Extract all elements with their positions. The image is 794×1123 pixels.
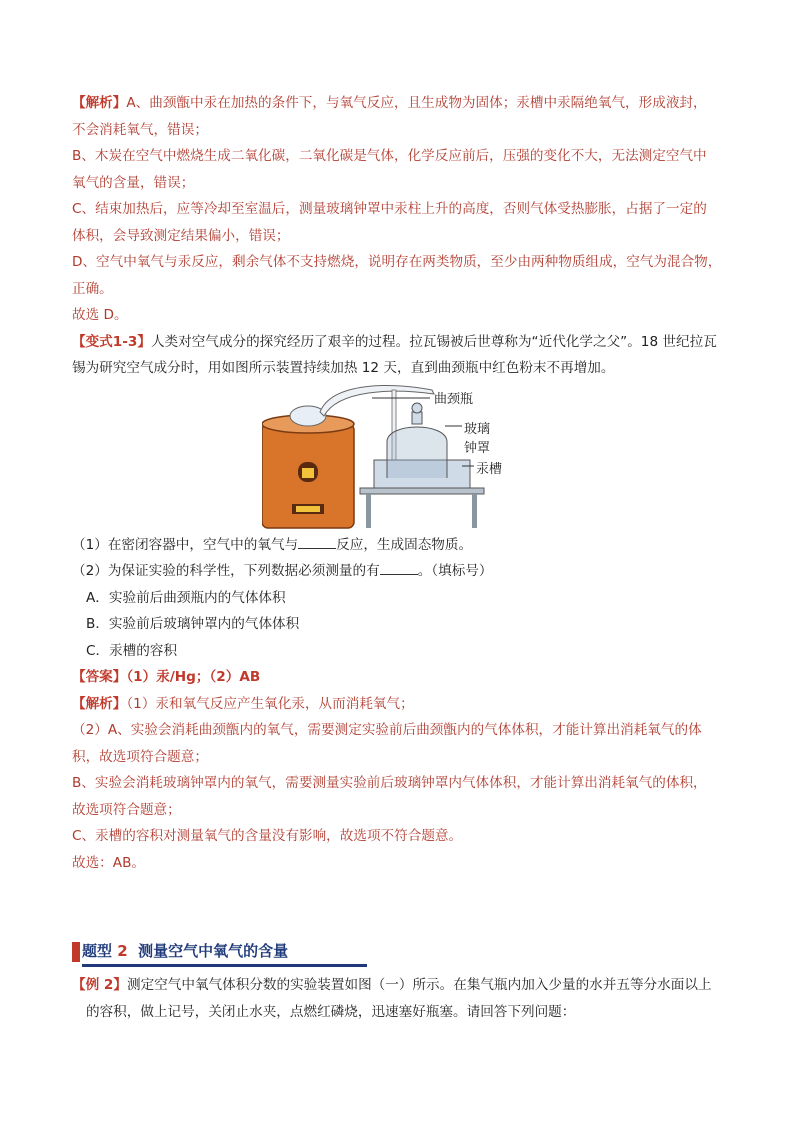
analysis-line: B、木炭在空气中燃烧生成二氧化碳，二氧化碳是气体，化学反应前后，压强的变化不大，无法测定空气中 xyxy=(72,148,707,164)
analysis-line: 氧气的含量，错误； xyxy=(72,174,195,191)
analysis-line: 正确。 xyxy=(72,280,113,297)
analysis-line: （2）A、实验会消耗曲颈甑内的氧气，需要测定实验前后曲颈甑内的气体体积，才能计算出消耗氧气的体 xyxy=(72,722,702,738)
analysis-line: 积，故选项符合题意； xyxy=(72,748,208,765)
section-title: 题型 2 测量空气中氧气的含量 xyxy=(82,942,289,960)
example-line: 【例 2】测定空气中氧气体积分数的实验装置如图（一）所示。在集气瓶内加入少量的水并五等分水面以上 xyxy=(72,977,712,993)
sub-question-1: （1）在密闭容器中，空气中的氧气与 反应，生成固态物质。 xyxy=(72,532,732,559)
analysis-text: A、曲颈甑中汞在加热的条件下，与氧气反应，且生成物为固体；汞槽中汞隔绝氧气，形成液封， xyxy=(126,95,707,111)
document-body xyxy=(72,90,732,876)
answer-blank xyxy=(380,560,418,575)
analysis-line: 不会消耗氧气，错误； xyxy=(72,121,208,138)
retort-label: 曲颈瓶 xyxy=(434,391,474,407)
analysis-line: 故选项符合题意； xyxy=(72,801,181,818)
analysis-conclusion: 故选：AB。 xyxy=(72,854,145,871)
trough-label: 汞槽 xyxy=(476,461,503,477)
example-question xyxy=(72,972,732,1025)
analysis-conclusion: 故选 D。 xyxy=(72,307,128,323)
answer-blank xyxy=(298,534,336,549)
answer-line xyxy=(72,664,732,691)
variant-question-line: 锡为研究空气成分时，用如图所示装置持续加热 12 天，直到曲颈瓶中红色粉末不再增加。 xyxy=(72,360,615,376)
option-c: C．汞槽的容积 xyxy=(86,642,178,659)
analysis-line xyxy=(72,90,732,117)
section-underline xyxy=(82,964,367,967)
option-b: B．实验前后玻璃钟罩内的气体体积 xyxy=(86,616,300,632)
section-marker xyxy=(72,942,80,962)
analysis-line: B、实验会消耗玻璃钟罩内的氧气，需要测量实验前后玻璃钟罩内气体体积，才能计算出消耗氧气的体积， xyxy=(72,775,707,791)
section-heading xyxy=(72,938,732,966)
analysis-tag: 【解析】 xyxy=(72,95,127,111)
option-a: A．实验前后曲颈瓶内的气体体积 xyxy=(86,589,286,606)
sub-question-2: （2）为保证实验的科学性，下列数据必须测量的有 。（填标号） xyxy=(72,558,732,585)
example-tag: 【例 2】 xyxy=(72,977,127,993)
answer-text: （1）汞/Hg；（2）AB xyxy=(126,669,261,685)
bell-jar-label: 玻璃钟罩 xyxy=(464,421,491,456)
analysis-line: 【解析】（1）汞和氧气反应产生氧化汞，从而消耗氧气； xyxy=(72,695,414,712)
variant-tag: 【变式1-3】 xyxy=(72,333,151,350)
answer-tag: 【答案】 xyxy=(72,669,127,685)
analysis-line: D、空气中氧气与汞反应，剩余气体不支持燃烧，说明存在两类物质，至少由两种物质组成，空气为混合物， xyxy=(72,254,722,270)
analysis-line: C、结束加热后，应等冷却至室温后，测量玻璃钟罩中汞柱上升的高度，否则气体受热膨胀，占据了一定的 xyxy=(72,201,707,217)
analysis-line: C、汞槽的容积对测量氧气的含量没有影响，故选项不符合题意。 xyxy=(72,828,463,844)
analysis-line: 体积，会导致测定结果偏小，错误； xyxy=(72,227,290,244)
variant-question xyxy=(72,329,732,356)
analysis-tag: 【解析】 xyxy=(72,695,127,712)
example-line: 的容积，做上记号，关闭止水夹，点燃红磷烧，迅速塞好瓶塞。请回答下列问题： xyxy=(86,1003,576,1020)
lavoisier-apparatus-figure xyxy=(262,382,502,532)
variant-text: 人类对空气成分的探究经历了艰辛的过程。拉瓦锡被后世尊称为“近代化学之父”。18 世纪拉瓦 xyxy=(150,333,717,350)
